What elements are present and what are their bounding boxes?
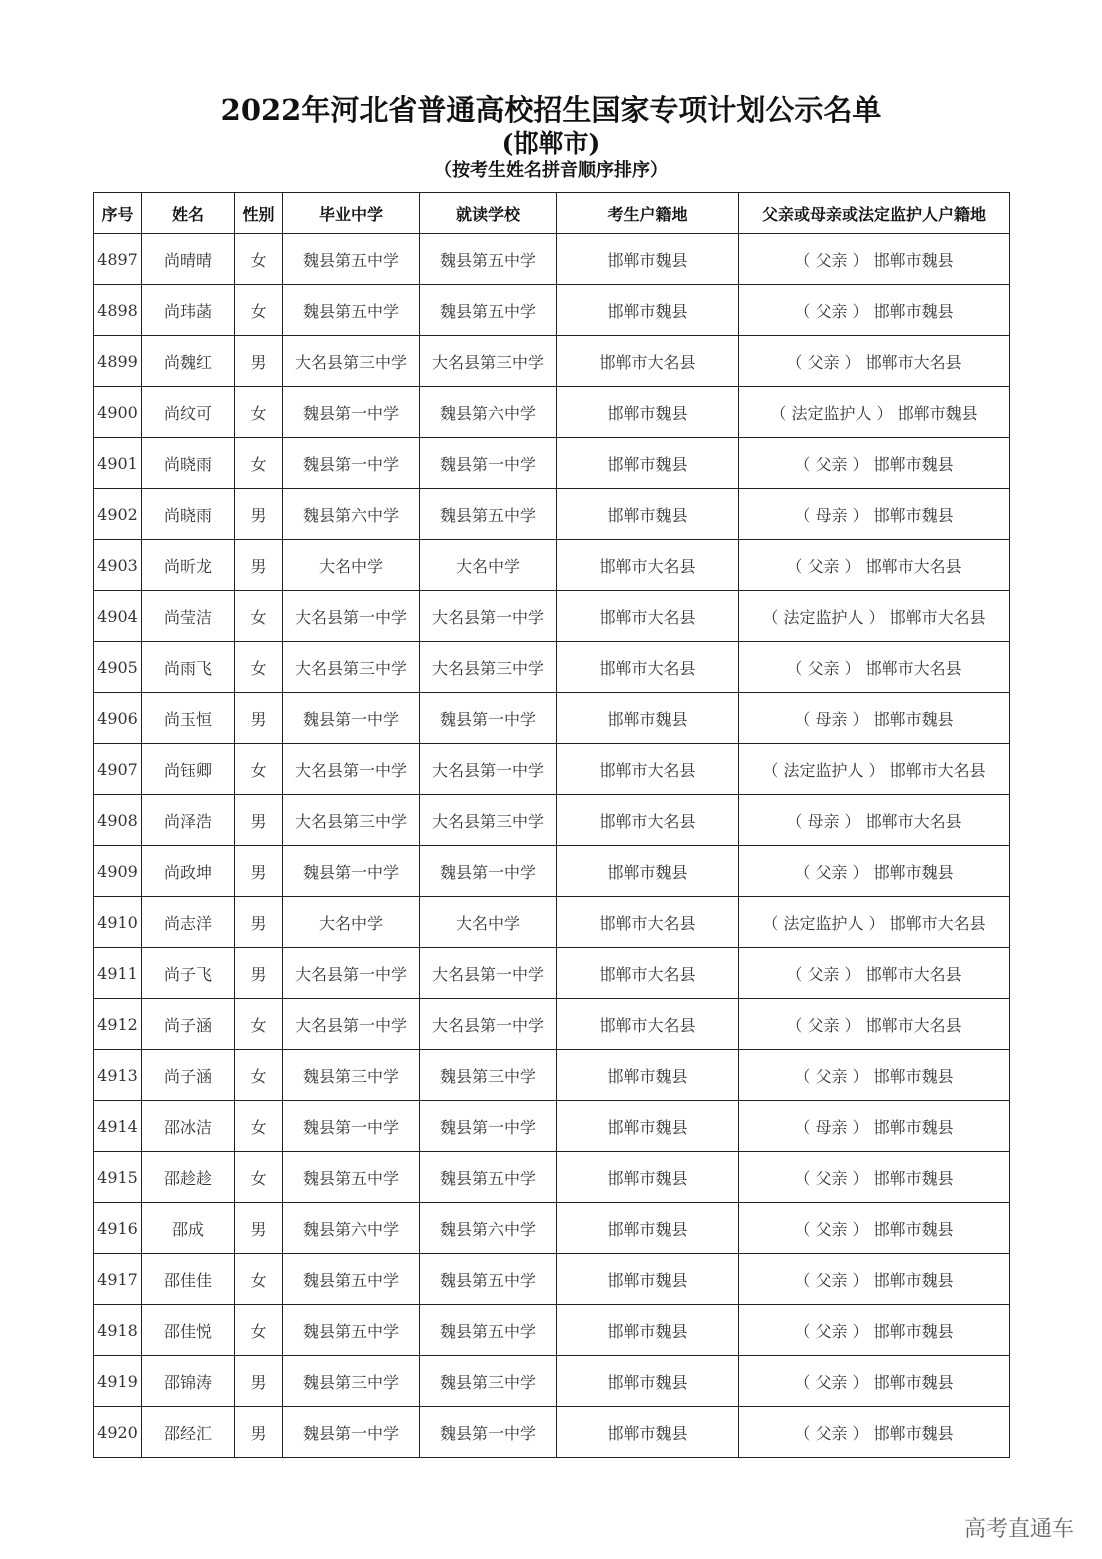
table-row [94,897,1010,948]
cell-col-gender: 男 [235,336,283,387]
roster-table [93,192,1010,1458]
header-col-student-hukou: 考生户籍地 [557,193,739,234]
cell-col-grad-school: 大名中学 [283,897,420,948]
table-row [94,540,1010,591]
cell-col-student-hukou: 邯郸市魏县 [557,846,739,897]
table-row [94,1203,1010,1254]
cell-col-index: 4920 [94,1407,142,1458]
cell-col-student-hukou: 邯郸市大名县 [557,336,739,387]
table-row [94,591,1010,642]
cell-col-index: 4914 [94,1101,142,1152]
cell-col-gender: 女 [235,438,283,489]
cell-col-name: 邵趁趁 [142,1152,235,1203]
cell-col-index: 4905 [94,642,142,693]
cell-col-index: 4899 [94,336,142,387]
cell-col-gender: 女 [235,744,283,795]
cell-col-gender: 男 [235,1407,283,1458]
cell-col-index: 4907 [94,744,142,795]
cell-col-gender: 女 [235,1152,283,1203]
cell-col-gender: 女 [235,591,283,642]
cell-col-grad-school: 魏县第五中学 [283,1305,420,1356]
cell-col-current-school: 大名县第三中学 [420,642,557,693]
cell-col-index: 4901 [94,438,142,489]
cell-col-name: 尚晓雨 [142,489,235,540]
cell-col-student-hukou: 邯郸市魏县 [557,438,739,489]
cell-col-student-hukou: 邯郸市魏县 [557,1203,739,1254]
table-row [94,1407,1010,1458]
cell-col-name: 邵佳佳 [142,1254,235,1305]
cell-col-name: 尚玉恒 [142,693,235,744]
cell-col-name: 尚魏红 [142,336,235,387]
cell-col-name: 尚泽浩 [142,795,235,846]
cell-col-parent-hukou: （ 父亲 ） 邯郸市魏县 [739,285,1010,336]
cell-col-parent-hukou: （ 父亲 ） 邯郸市魏县 [739,1152,1010,1203]
cell-col-grad-school: 魏县第一中学 [283,438,420,489]
cell-col-index: 4906 [94,693,142,744]
header-col-parent-hukou: 父亲或母亲或法定监护人户籍地 [739,193,1010,234]
cell-col-parent-hukou: （ 父亲 ） 邯郸市魏县 [739,1254,1010,1305]
cell-col-gender: 男 [235,540,283,591]
cell-col-current-school: 魏县第五中学 [420,489,557,540]
cell-col-student-hukou: 邯郸市大名县 [557,999,739,1050]
table-row [94,1152,1010,1203]
cell-col-student-hukou: 邯郸市魏县 [557,1254,739,1305]
cell-col-current-school: 大名中学 [420,897,557,948]
header-col-current-school: 就读学校 [420,193,557,234]
cell-col-index: 4911 [94,948,142,999]
cell-col-gender: 女 [235,642,283,693]
table-row [94,1356,1010,1407]
cell-col-index: 4908 [94,795,142,846]
cell-col-index: 4917 [94,1254,142,1305]
cell-col-student-hukou: 邯郸市大名县 [557,540,739,591]
cell-col-grad-school: 大名中学 [283,540,420,591]
cell-col-grad-school: 魏县第一中学 [283,1101,420,1152]
cell-col-parent-hukou: （ 父亲 ） 邯郸市魏县 [739,1356,1010,1407]
cell-col-grad-school: 魏县第五中学 [283,1254,420,1305]
cell-col-parent-hukou: （ 父亲 ） 邯郸市大名县 [739,642,1010,693]
cell-col-index: 4904 [94,591,142,642]
table-row [94,846,1010,897]
cell-col-current-school: 魏县第三中学 [420,1356,557,1407]
cell-col-name: 尚纹可 [142,387,235,438]
cell-col-parent-hukou: （ 母亲 ） 邯郸市魏县 [739,693,1010,744]
cell-col-name: 尚钰卿 [142,744,235,795]
cell-col-current-school: 魏县第五中学 [420,1152,557,1203]
cell-col-gender: 男 [235,897,283,948]
cell-col-current-school: 大名县第一中学 [420,744,557,795]
cell-col-name: 尚子涵 [142,1050,235,1101]
cell-col-index: 4909 [94,846,142,897]
cell-col-parent-hukou: （ 法定监护人 ） 邯郸市魏县 [739,387,1010,438]
cell-col-gender: 男 [235,846,283,897]
cell-col-index: 4902 [94,489,142,540]
cell-col-grad-school: 魏县第一中学 [283,387,420,438]
cell-col-index: 4900 [94,387,142,438]
cell-col-grad-school: 魏县第三中学 [283,1356,420,1407]
cell-col-grad-school: 魏县第一中学 [283,693,420,744]
cell-col-grad-school: 大名县第三中学 [283,642,420,693]
cell-col-grad-school: 大名县第三中学 [283,795,420,846]
cell-col-grad-school: 魏县第五中学 [283,285,420,336]
cell-col-current-school: 魏县第六中学 [420,387,557,438]
cell-col-gender: 女 [235,1254,283,1305]
cell-col-grad-school: 大名县第一中学 [283,948,420,999]
cell-col-parent-hukou: （ 父亲 ） 邯郸市魏县 [739,1203,1010,1254]
cell-col-gender: 男 [235,693,283,744]
cell-col-index: 4910 [94,897,142,948]
cell-col-gender: 男 [235,948,283,999]
cell-col-student-hukou: 邯郸市魏县 [557,234,739,285]
cell-col-student-hukou: 邯郸市大名县 [557,744,739,795]
cell-col-parent-hukou: （ 父亲 ） 邯郸市魏县 [739,438,1010,489]
cell-col-student-hukou: 邯郸市魏县 [557,1356,739,1407]
cell-col-gender: 男 [235,489,283,540]
cell-col-current-school: 魏县第六中学 [420,1203,557,1254]
cell-col-student-hukou: 邯郸市魏县 [557,387,739,438]
cell-col-name: 尚昕龙 [142,540,235,591]
cell-col-name: 尚子涵 [142,999,235,1050]
cell-col-index: 4898 [94,285,142,336]
cell-col-index: 4918 [94,1305,142,1356]
cell-col-gender: 女 [235,1050,283,1101]
cell-col-current-school: 魏县第三中学 [420,1050,557,1101]
table-row [94,489,1010,540]
cell-col-student-hukou: 邯郸市魏县 [557,1152,739,1203]
cell-col-parent-hukou: （ 父亲 ） 邯郸市魏县 [739,1050,1010,1101]
cell-col-name: 尚志洋 [142,897,235,948]
cell-col-parent-hukou: （ 母亲 ） 邯郸市魏县 [739,489,1010,540]
cell-col-grad-school: 魏县第六中学 [283,1203,420,1254]
cell-col-parent-hukou: （ 父亲 ） 邯郸市大名县 [739,999,1010,1050]
header-col-name: 姓名 [142,193,235,234]
cell-col-grad-school: 魏县第六中学 [283,489,420,540]
cell-col-gender: 女 [235,999,283,1050]
cell-col-index: 4915 [94,1152,142,1203]
cell-col-grad-school: 大名县第一中学 [283,999,420,1050]
cell-col-student-hukou: 邯郸市魏县 [557,1050,739,1101]
table-row [94,795,1010,846]
cell-col-name: 尚莹洁 [142,591,235,642]
cell-col-student-hukou: 邯郸市魏县 [557,1407,739,1458]
header-col-gender: 性别 [235,193,283,234]
cell-col-gender: 女 [235,1101,283,1152]
cell-col-current-school: 魏县第一中学 [420,693,557,744]
table-row [94,642,1010,693]
cell-col-parent-hukou: （ 父亲 ） 邯郸市魏县 [739,846,1010,897]
table-row [94,285,1010,336]
cell-col-parent-hukou: （ 父亲 ） 邯郸市大名县 [739,948,1010,999]
cell-col-gender: 女 [235,285,283,336]
cell-col-name: 邵成 [142,1203,235,1254]
cell-col-gender: 女 [235,1305,283,1356]
cell-col-index: 4916 [94,1203,142,1254]
cell-col-current-school: 魏县第五中学 [420,285,557,336]
cell-col-name: 邵佳悦 [142,1305,235,1356]
cell-col-student-hukou: 邯郸市大名县 [557,591,739,642]
cell-col-grad-school: 大名县第三中学 [283,336,420,387]
table-row [94,1050,1010,1101]
table-row [94,438,1010,489]
cell-col-current-school: 魏县第一中学 [420,1101,557,1152]
cell-col-parent-hukou: （ 父亲 ） 邯郸市大名县 [739,336,1010,387]
cell-col-parent-hukou: （ 父亲 ） 邯郸市魏县 [739,234,1010,285]
cell-col-student-hukou: 邯郸市大名县 [557,642,739,693]
table-row [94,1254,1010,1305]
cell-col-name: 邵冰洁 [142,1101,235,1152]
cell-col-current-school: 魏县第一中学 [420,846,557,897]
cell-col-student-hukou: 邯郸市魏县 [557,693,739,744]
table-row [94,1305,1010,1356]
document-sort-note: （按考生姓名拼音顺序排序） [434,160,668,181]
cell-col-name: 尚玮菡 [142,285,235,336]
cell-col-parent-hukou: （ 母亲 ） 邯郸市大名县 [739,795,1010,846]
table-header-row [94,193,1010,234]
cell-col-grad-school: 大名县第一中学 [283,591,420,642]
cell-col-gender: 女 [235,387,283,438]
header-col-index: 序号 [94,193,142,234]
table-body [94,234,1010,1458]
cell-col-gender: 女 [235,234,283,285]
cell-col-name: 邵锦涛 [142,1356,235,1407]
table-row [94,999,1010,1050]
cell-col-parent-hukou: （ 父亲 ） 邯郸市魏县 [739,1305,1010,1356]
cell-col-student-hukou: 邯郸市大名县 [557,948,739,999]
cell-col-current-school: 魏县第五中学 [420,1254,557,1305]
cell-col-name: 尚子飞 [142,948,235,999]
cell-col-student-hukou: 邯郸市魏县 [557,1305,739,1356]
cell-col-index: 4912 [94,999,142,1050]
table-row [94,336,1010,387]
cell-col-parent-hukou: （ 母亲 ） 邯郸市魏县 [739,1101,1010,1152]
table-row [94,1101,1010,1152]
cell-col-gender: 男 [235,1356,283,1407]
table-row [94,693,1010,744]
cell-col-grad-school: 魏县第一中学 [283,846,420,897]
table-row [94,387,1010,438]
cell-col-current-school: 大名县第一中学 [420,591,557,642]
cell-col-current-school: 魏县第五中学 [420,1305,557,1356]
table-row [94,948,1010,999]
cell-col-parent-hukou: （ 法定监护人 ） 邯郸市大名县 [739,897,1010,948]
cell-col-current-school: 魏县第五中学 [420,234,557,285]
cell-col-index: 4903 [94,540,142,591]
cell-col-gender: 男 [235,795,283,846]
cell-col-grad-school: 魏县第三中学 [283,1050,420,1101]
cell-col-index: 4897 [94,234,142,285]
cell-col-index: 4913 [94,1050,142,1101]
cell-col-current-school: 大名县第三中学 [420,336,557,387]
cell-col-student-hukou: 邯郸市魏县 [557,285,739,336]
cell-col-current-school: 魏县第一中学 [420,1407,557,1458]
cell-col-current-school: 大名县第三中学 [420,795,557,846]
cell-col-student-hukou: 邯郸市魏县 [557,1101,739,1152]
cell-col-current-school: 魏县第一中学 [420,438,557,489]
cell-col-parent-hukou: （ 法定监护人 ） 邯郸市大名县 [739,744,1010,795]
cell-col-student-hukou: 邯郸市魏县 [557,489,739,540]
cell-col-student-hukou: 邯郸市大名县 [557,795,739,846]
watermark: 高考直通车 [963,1517,1074,1542]
cell-col-grad-school: 魏县第五中学 [283,234,420,285]
cell-col-name: 邵经汇 [142,1407,235,1458]
cell-col-name: 尚雨飞 [142,642,235,693]
cell-col-grad-school: 魏县第五中学 [283,1152,420,1203]
cell-col-index: 4919 [94,1356,142,1407]
header-col-grad-school: 毕业中学 [283,193,420,234]
cell-col-current-school: 大名中学 [420,540,557,591]
cell-col-name: 尚晓雨 [142,438,235,489]
cell-col-grad-school: 魏县第一中学 [283,1407,420,1458]
cell-col-name: 尚晴晴 [142,234,235,285]
document-city: (邯郸市) [501,129,601,158]
cell-col-parent-hukou: （ 父亲 ） 邯郸市大名县 [739,540,1010,591]
cell-col-current-school: 大名县第一中学 [420,948,557,999]
table-row [94,744,1010,795]
cell-col-grad-school: 大名县第一中学 [283,744,420,795]
cell-col-parent-hukou: （ 父亲 ） 邯郸市魏县 [739,1407,1010,1458]
cell-col-parent-hukou: （ 法定监护人 ） 邯郸市大名县 [739,591,1010,642]
cell-col-student-hukou: 邯郸市大名县 [557,897,739,948]
cell-col-gender: 男 [235,1203,283,1254]
table-row [94,234,1010,285]
document-title: 2022年河北省普通高校招生国家专项计划公示名单 [220,93,882,127]
cell-col-current-school: 大名县第一中学 [420,999,557,1050]
cell-col-name: 尚政坤 [142,846,235,897]
